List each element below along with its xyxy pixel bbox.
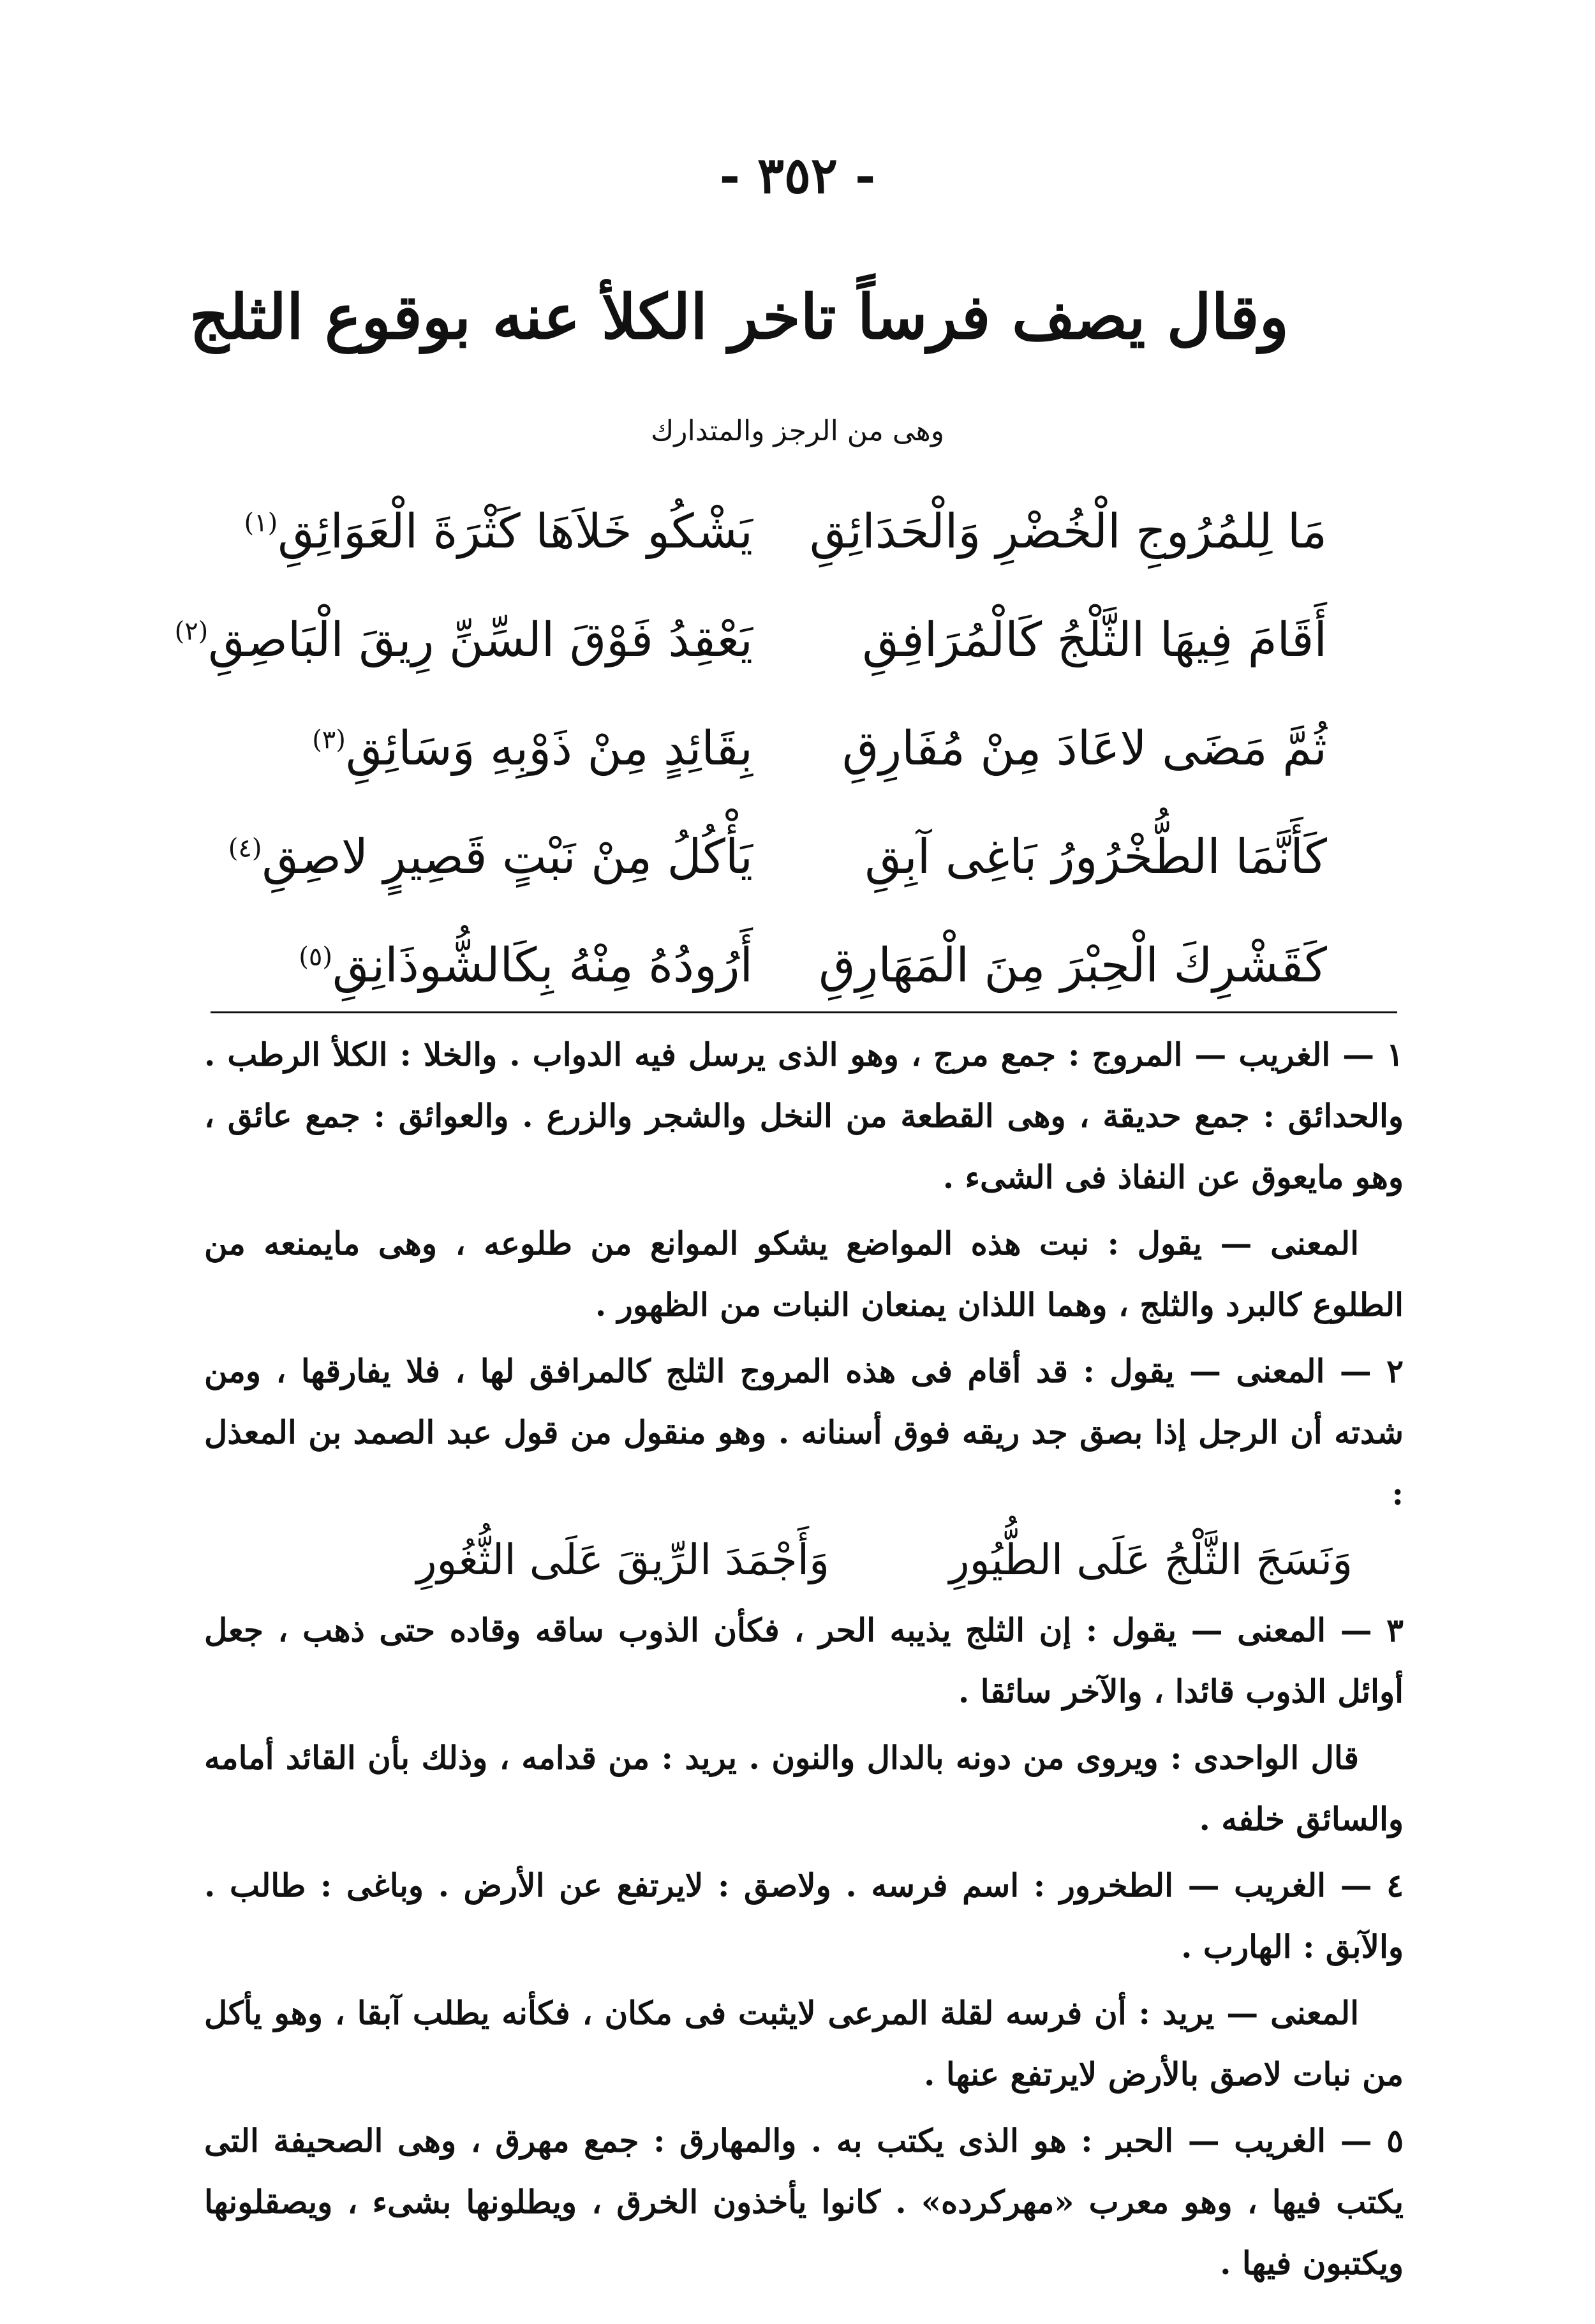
footnote-paragraph: المعنى — يقول : نبت هذه المواضع يشكو الموانع من طلوعه ، وهى مايمنعه من الطلوع كالبرد والثلج ، وهما اللذان يمنعان النبات من الظهور . [204, 1225, 1404, 1323]
verse-first-hemistich: كَقَشْرِكَ الْحِبْرَ مِنَ الْمَهَارِقِ [819, 938, 1327, 993]
quoted-verse-second: وَأَجْمَدَ الرِّيقَ عَلَى الثُّغُورِ [416, 1535, 829, 1584]
poem-verse [211, 491, 1327, 600]
verse-second-text: يَشْكُو خَلاَهَا كَثْرَةَ الْعَوَائِقِ [278, 504, 753, 559]
verse-second-hemistich [174, 613, 753, 667]
poem [174, 491, 1327, 1034]
verse-second-hemistich [211, 830, 753, 884]
quoted-verse [204, 1530, 1404, 1600]
poem-meter-note: وهى من الرجز والمتدارك [651, 415, 944, 447]
verse-second-text: يَعْقِدُ فَوْقَ السِّنِّ رِيقَ الْبَاصِقِ [208, 613, 753, 667]
footnote-ref: (٢) [174, 616, 209, 646]
footnote-paragraph: قال الواحدى : ويروى من دونه بالدال والنون . يريد : من قدامه ، وذلك بأن القائد أمامه والسائق خلفه . [204, 1739, 1404, 1838]
footnote-ref: (٤) [228, 833, 262, 863]
footnote-ref: (٣) [312, 725, 346, 755]
verse-first-hemistich: أَقَامَ فِيهَا الثَّلْجُ كَالْمُرَافِقِ [862, 613, 1327, 667]
footnote-ref: (٥) [299, 942, 332, 972]
footnote-paragraph: ٢ — المعنى — يقول : قد أقام فى هذه المروج الثلج كالمرافق لها ، فلا يفارقها ، ومن شدته أن الرجل إذا بصق جد ريقه فوق أسنانه . وهو منقول من قول عبد الصمد بن المعذل : [204, 1352, 1404, 1512]
footnote-ref: (١) [244, 508, 278, 538]
poem-title: وقال يصف فرساً تاخر الكلأ عنه بوقوع الثلج [189, 281, 1289, 353]
verse-second-text: بِقَائِدٍ مِنْ ذَوْبِهِ وَسَائِقِ [345, 721, 753, 776]
verse-second-text: أَرُودُهُ مِنْهُ بِكَالشُّوذَانِقِ [332, 938, 753, 993]
page-number: - ٣٥٢ - [719, 147, 876, 205]
footnotes [204, 1024, 1404, 2299]
poem-verse [211, 708, 1327, 817]
poem-verse [211, 817, 1327, 925]
poem-verse [174, 600, 1327, 708]
verse-first-hemistich: كَأَنَّمَا الطُّخْرُورُ بَاغِى آبِقِ [864, 830, 1327, 884]
footnote-paragraph: ١ — الغريب — المروج : جمع مرج ، وهو الذى يرسل فيه الدواب . والخلا : الكلأ الرطب . والحدائق : جمع حديقة ، وهى القطعة من النخل والشجر والزرع . والعوائق : جمع عائق ، وهو مايعوق عن النفاذ فى الشىء . [204, 1036, 1404, 1196]
footnote-divider [211, 1011, 1397, 1013]
verse-second-hemistich [211, 938, 753, 993]
quoted-verse-first: وَنَسَجَ الثَّلْجُ عَلَى الطُّيُورِ [949, 1535, 1353, 1584]
verse-second-hemistich [211, 721, 753, 776]
verse-second-text: يَأْكُلُ مِنْ نَبْتٍ قَصِيرٍ لاصِقِ [262, 830, 753, 884]
verse-first-hemistich: ثُمَّ مَضَى لاعَادَ مِنْ مُفَارِقِ [842, 721, 1327, 776]
footnote-paragraph: ٣ — المعنى — يقول : إن الثلج يذيبه الحر ، فكأن الذوب ساقه وقاده حتى ذهب ، جعل أوائل الذوب قائدا ، والآخر سائقا . [204, 1611, 1404, 1710]
verse-second-hemistich [211, 504, 753, 559]
footnote-paragraph: ٤ — الغريب — الطخرور : اسم فرسه . ولاصق : لايرتفع عن الأرض . وباغى : طالب . والآبق : الهارب . [204, 1866, 1404, 1965]
footnote-paragraph: المعنى — يريد : أن فرسه لقلة المرعى لايثبت فى مكان ، فكأنه يطلب آبقا ، وهو يأكل من نبات لاصق بالأرض لايرتفع عنها . [204, 1994, 1404, 2093]
footnote-paragraph: ٥ — الغريب — الحبر : هو الذى يكتب به . والمهارق : جمع مهرق ، وهى الصحيفة التى يكتب فيها ، وهو معرب «مهركرده» . كانوا يأخذون الخرق ، ويطلونها بشىء ، ويصقلونها ويكتبون فيها . [204, 2122, 1404, 2282]
poem-verse [211, 925, 1327, 1034]
verse-first-hemistich: مَا لِلمُرُوجِ الْخُضْرِ وَالْحَدَائِقِ [809, 504, 1327, 559]
